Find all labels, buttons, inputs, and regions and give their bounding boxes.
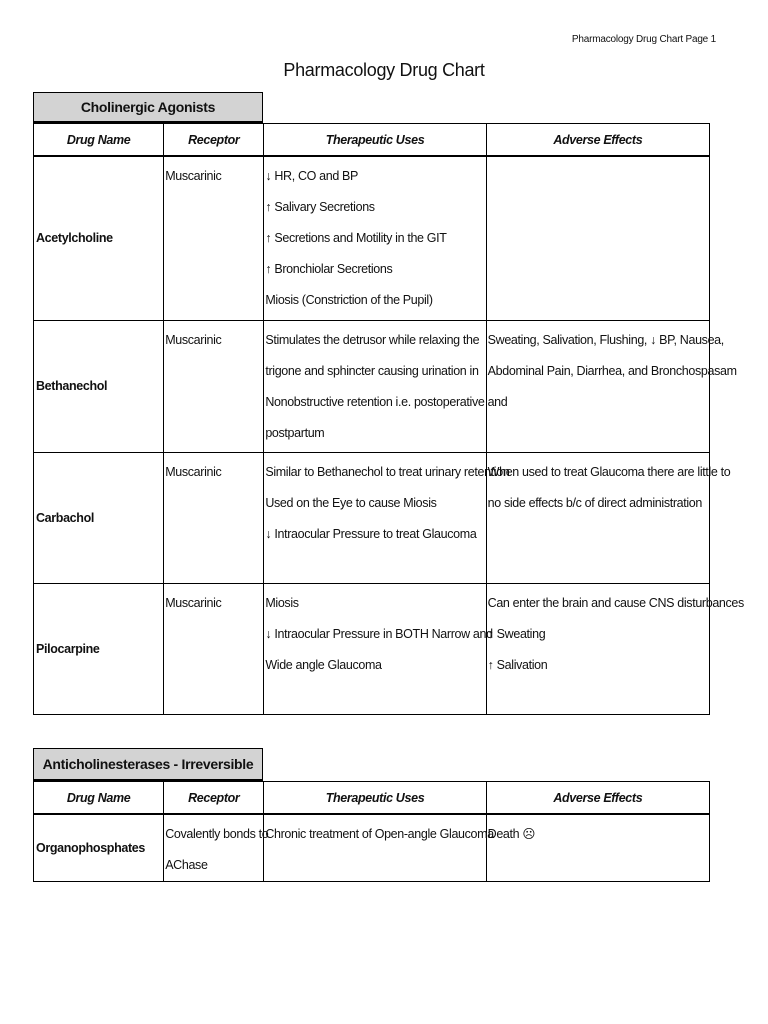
adverse-effects-cell [486,452,731,583]
therapeutic-uses-cell [264,583,493,714]
section-anticholinesterases-irreversible [33,748,710,882]
table-row [34,452,710,583]
uses-line: ↓ Intraocular Pressure to treat Glaucoma [265,526,477,541]
receptor-line: Muscarinic [165,595,222,610]
effects-line: Sweating, Salivation, Flushing, ↓ BP, Nausea, [487,332,724,347]
section-label: Cholinergic Agonists [33,92,263,123]
adverse-effects-cell [486,583,744,714]
uses-line: ↑ Secretions and Motility in the GIT [265,231,447,245]
drug-table [33,781,710,882]
uses-line: Nonobstructive retention i.e. postoperative and [265,394,508,409]
drug-name: Pilocarpine [34,583,164,714]
adverse-effects-cell [486,814,709,882]
uses-line: Chronic treatment of Open-angle Glaucoma [265,827,494,841]
drug-name: Acetylcholine [34,156,164,320]
therapeutic-uses-cell [264,156,486,320]
drug-name: Carbachol [34,452,164,583]
therapeutic-uses-cell [264,814,494,882]
therapeutic-uses-cell [264,452,510,583]
page-header: Pharmacology Drug Chart Page 1 [571,34,716,45]
receptor-cell [164,156,264,320]
column-header-adverse-effects: Adverse Effects [486,124,709,157]
drug-table [33,123,744,715]
uses-line: Used on the Eye to cause Miosis [265,495,437,510]
effects-line: no side effects b/c of direct administration [487,495,703,510]
uses-line: Miosis [265,595,299,610]
column-header-receptor: Receptor [164,124,264,157]
uses-line: Miosis (Constriction of the Pupil) [265,293,433,307]
adverse-effects-cell [486,156,709,320]
effects-line: When used to treat Glaucoma there are little to [487,464,731,479]
column-header-therapeutic-uses: Therapeutic Uses [264,782,486,815]
table-row [34,814,710,882]
adverse-effects-cell [486,320,737,452]
receptor-line: Muscarinic [165,169,222,183]
receptor-line: Covalently bonds to [165,827,269,841]
receptor-cell [164,320,264,452]
uses-line: ↑ Bronchiolar Secretions [265,262,393,276]
receptor-line: AChase [165,858,208,872]
section-label: Anticholinesterases - Irreversible [33,748,263,781]
effects-line: Death ☹ [487,827,536,841]
table-header-row [34,124,710,157]
effects-line: ↑ Sweating [487,626,546,641]
uses-line: ↓ Intraocular Pressure in BOTH Narrow and [265,626,493,641]
receptor-line: Muscarinic [165,464,222,479]
column-header-drug-name: Drug Name [34,124,164,157]
column-header-receptor: Receptor [164,782,264,815]
uses-line: Wide angle Glaucoma [265,657,382,672]
table-row [34,320,710,452]
uses-line: Stimulates the detrusor while relaxing the [265,332,480,347]
column-header-therapeutic-uses: Therapeutic Uses [264,124,486,157]
column-header-drug-name: Drug Name [34,782,164,815]
effects-line: ↑ Salivation [487,657,548,672]
uses-line: trigone and sphincter causing urination in [265,363,479,378]
therapeutic-uses-cell [264,320,508,452]
table-row [34,583,710,714]
receptor-cell [164,814,269,882]
receptor-line: Muscarinic [165,332,222,347]
document-title: Pharmacology Drug Chart [283,60,485,80]
uses-line: ↓ HR, CO and BP [265,169,359,183]
table-row [34,156,710,320]
effects-line: Can enter the brain and cause CNS disturbances [487,595,744,610]
section-cholinergic-agonists [33,92,744,715]
effects-line: Abdominal Pain, Diarrhea, and Bronchospasam [487,363,737,378]
uses-line: Similar to Bethanechol to treat urinary retention [265,464,510,479]
receptor-cell [164,452,264,583]
column-header-adverse-effects: Adverse Effects [486,782,709,815]
uses-line: postpartum [265,425,325,440]
table-header-row [34,782,710,815]
receptor-cell [164,583,264,714]
uses-line: ↑ Salivary Secretions [265,200,375,214]
drug-name: Bethanechol [34,320,164,452]
drug-name: Organophosphates [34,814,164,882]
